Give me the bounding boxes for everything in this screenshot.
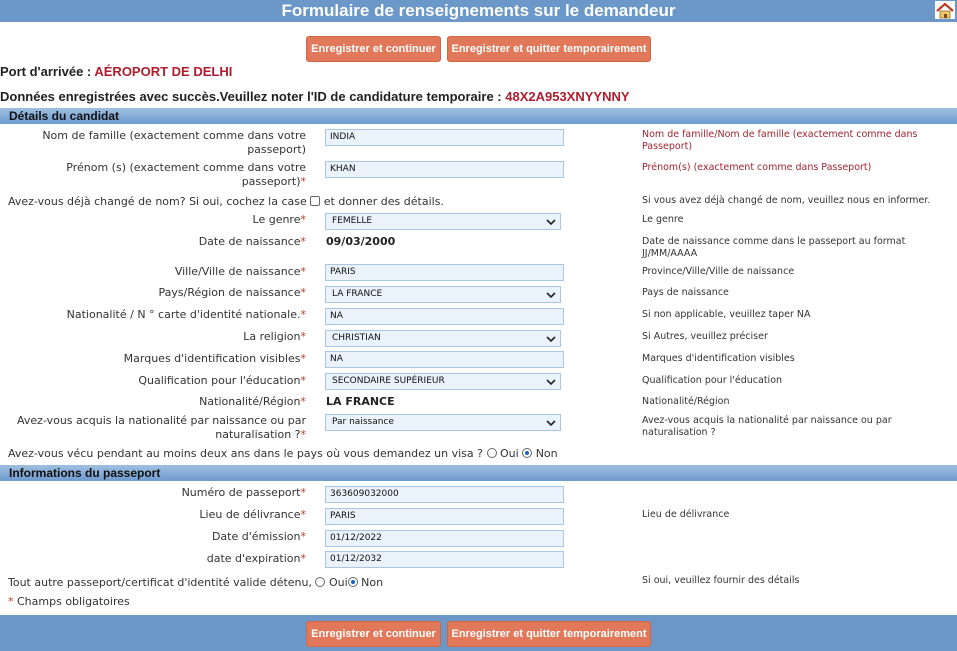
nationality-help: Nationalité/Région (642, 396, 730, 407)
save-exit-button-top[interactable]: Enregistrer et quitter temporairement (447, 36, 651, 62)
national-id-input[interactable]: NA (325, 308, 564, 325)
changed-name-help: Si vous avez déjà changé de nom, veuillez nous en informer. (642, 195, 931, 206)
given-name-label: Prénom (s) (exactement comme dans votre passeport)* (66, 161, 306, 188)
chevron-down-icon (546, 290, 556, 300)
port-value: AÉROPORT DE DELHI (94, 64, 233, 79)
place-of-issue-label: Lieu de délivrance* (199, 508, 306, 521)
acquired-help: Avez-vous acquis la nationalité par naissance ou par naturalisation ? (642, 415, 892, 438)
national-id-help: Si non applicable, veuillez taper NA (642, 309, 811, 320)
chevron-down-icon (546, 217, 556, 227)
saved-message: Données enregistrées avec succès.Veuillez noter l'ID de candidature temporaire : (0, 89, 506, 104)
chevron-down-icon (546, 334, 556, 344)
birth-country-label: Pays/Région de naissance* (158, 286, 306, 299)
other-passport-no-radio[interactable] (348, 577, 358, 587)
birth-city-help: Province/Ville/Ville de naissance (642, 266, 795, 277)
surname-input[interactable]: INDIA (325, 129, 564, 146)
birth-city-label: Ville/Ville de naissance* (174, 265, 306, 278)
marks-input[interactable]: NA (325, 351, 564, 368)
given-name-input[interactable]: KHAN (325, 161, 564, 178)
expiry-date-input[interactable]: 01/12/2032 (325, 551, 564, 568)
education-select[interactable]: SECONDAIRE SUPÉRIEUR (325, 373, 561, 390)
lived-two-years-row: Avez-vous vécu pendant au moins deux ans dans le pays où vous demandez un visa ? Oui Non (8, 447, 558, 460)
surname-label: Nom de famille (exactement comme dans votre passeport) (42, 129, 306, 156)
gender-help: Le genre (642, 214, 684, 225)
gender-select[interactable]: FEMELLE (325, 213, 561, 230)
place-of-issue-input[interactable]: PARIS (325, 508, 564, 525)
expiry-date-label: date d'expiration* (206, 552, 306, 565)
temp-id-value: 48X2A953XNYYNNY (505, 89, 630, 104)
other-passport-help: Si oui, veuillez fournir des détails (642, 575, 800, 586)
given-name-help: Prénom(s) (exactement comme dans Passeport) (642, 162, 872, 173)
acquired-label: Avez-vous acquis la nationalité par naissance ou par naturalisation ?* (16, 414, 306, 441)
religion-help: Si Autres, veuillez préciser (642, 331, 768, 342)
birth-country-select[interactable]: LA FRANCE (325, 286, 561, 303)
nationality-label: Nationalité/Région* (199, 395, 306, 408)
port-label: Port d'arrivée : (0, 64, 95, 79)
nationality-value: LA FRANCE (326, 395, 395, 408)
chevron-down-icon (546, 377, 556, 387)
religion-label: La religion* (243, 330, 306, 343)
changed-name-row: Avez-vous déjà changé de nom? Si oui, cochez la case et donner des détails. (8, 195, 444, 208)
save-continue-button-bottom[interactable]: Enregistrer et continuer (306, 621, 441, 647)
dob-help: Date de naissance comme dans le passeport au format JJ/MM/AAAA (642, 236, 906, 259)
mandatory-note: * Champs obligatoires (8, 595, 130, 608)
header-bar (0, 0, 957, 22)
home-icon[interactable] (935, 1, 955, 19)
other-passport-row: Tout autre passeport/certificat d'identité valide détenu, Oui Non (8, 576, 384, 589)
marks-label: Marques d'identification visibles* (123, 352, 306, 365)
issue-date-input[interactable]: 01/12/2022 (325, 530, 564, 547)
chevron-down-icon (546, 418, 556, 428)
education-help: Qualification pour l'éducation (642, 375, 783, 386)
dob-label: Date de naissance* (198, 235, 306, 248)
gender-label: Le genre* (252, 213, 306, 226)
birth-city-input[interactable]: PARIS (325, 264, 564, 281)
place-of-issue-help: Lieu de délivrance (642, 509, 730, 520)
section-applicant-details: Détails du candidat (0, 108, 957, 124)
birth-country-help: Pays de naissance (642, 287, 729, 298)
passport-number-label: Numéro de passeport* (181, 486, 306, 499)
education-label: Qualification pour l'éducation* (138, 374, 306, 387)
issue-date-label: Date d'émission* (211, 530, 306, 543)
section-passport-info: Informations du passeport (0, 465, 957, 481)
other-passport-yes-radio[interactable] (315, 577, 325, 587)
page-title: Formulaire de renseignements sur le demandeur (281, 1, 676, 20)
changed-name-checkbox[interactable] (310, 196, 320, 206)
passport-number-input[interactable]: 363609032000 (325, 486, 564, 503)
save-continue-button-top[interactable]: Enregistrer et continuer (306, 36, 441, 62)
save-exit-button-bottom[interactable]: Enregistrer et quitter temporairement (447, 621, 651, 647)
dob-value: 09/03/2000 (326, 235, 396, 248)
lived-no-radio[interactable] (522, 448, 532, 458)
national-id-label: Nationalité / N ° carte d'identité nationale.* (66, 308, 306, 321)
marks-help: Marques d'identification visibles (642, 353, 795, 364)
surname-help: Nom de famille/Nom de famille (exactement comme dans Passeport) (642, 129, 918, 152)
acquired-select[interactable]: Par naissance (325, 414, 561, 431)
temp-id-notice (0, 89, 630, 104)
port-of-arrival (0, 64, 232, 79)
religion-select[interactable]: CHRISTIAN (325, 330, 561, 347)
lived-yes-radio[interactable] (487, 448, 497, 458)
